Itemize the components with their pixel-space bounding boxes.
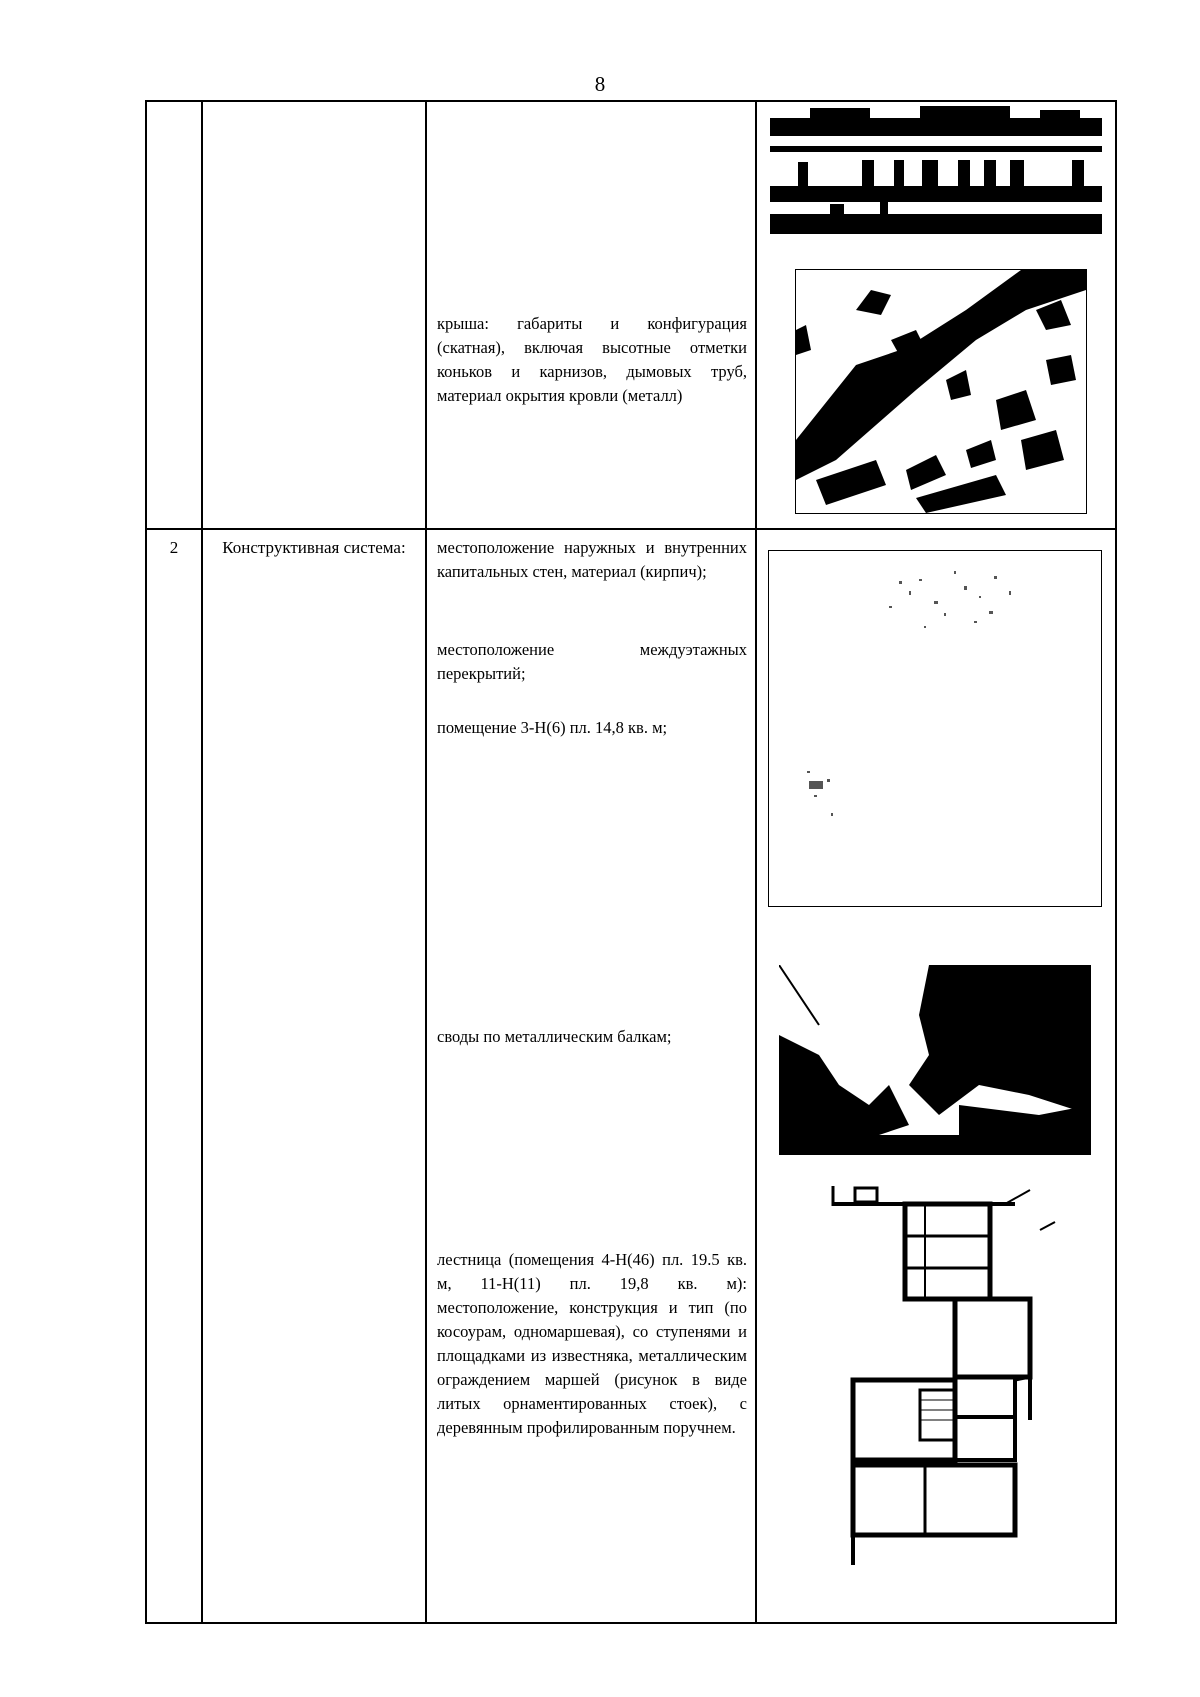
floor-plan (825, 1180, 1095, 1565)
table-row-construction (146, 529, 1116, 1623)
page-number: 8 (594, 72, 606, 96)
interior-photo-faded (768, 550, 1102, 907)
floors-description: местоположение междуэтажных перекрытий; (437, 640, 747, 683)
vaults-description: своды по металлическим балкам; (437, 1027, 672, 1046)
table-row-roof (146, 101, 1116, 529)
image-cell (756, 529, 1116, 1623)
section-title (202, 101, 426, 529)
walls-description: местоположение наружных и внутренних капитальных стен, материал (кирпич); (437, 538, 747, 581)
vault-photo (779, 965, 1091, 1155)
row-number (146, 101, 202, 529)
section-title: Конструктивная система: (202, 529, 426, 1623)
description-cell (426, 529, 756, 1623)
row-number: 2 (146, 529, 202, 1623)
roof-aerial-photo (795, 269, 1087, 514)
facade-photo (770, 104, 1102, 242)
room-description: помещение 3-Н(6) пл. 14,8 кв. м; (437, 718, 668, 737)
image-cell (756, 101, 1116, 529)
heritage-features-table (145, 100, 1117, 1624)
staircase-description: лестница (помещения 4-Н(46) пл. 19.5 кв. м, 11-Н(11) пл. 19,8 кв. м): местоположение, конструкция и тип (по косоурам, одномаршевая), со ступенями и площадками из известняка, металлическим ограждением маршей (рисунок в виде литых орнаментированных стоек), с деревянным профилированным поручнем. (437, 1250, 747, 1437)
roof-description: крыша: габариты и конфигурация (скатная), включая высотные отметки коньков и карнизов, дымовых труб, материал окрытия кровли (металл) (437, 314, 747, 405)
description-cell (426, 101, 756, 529)
